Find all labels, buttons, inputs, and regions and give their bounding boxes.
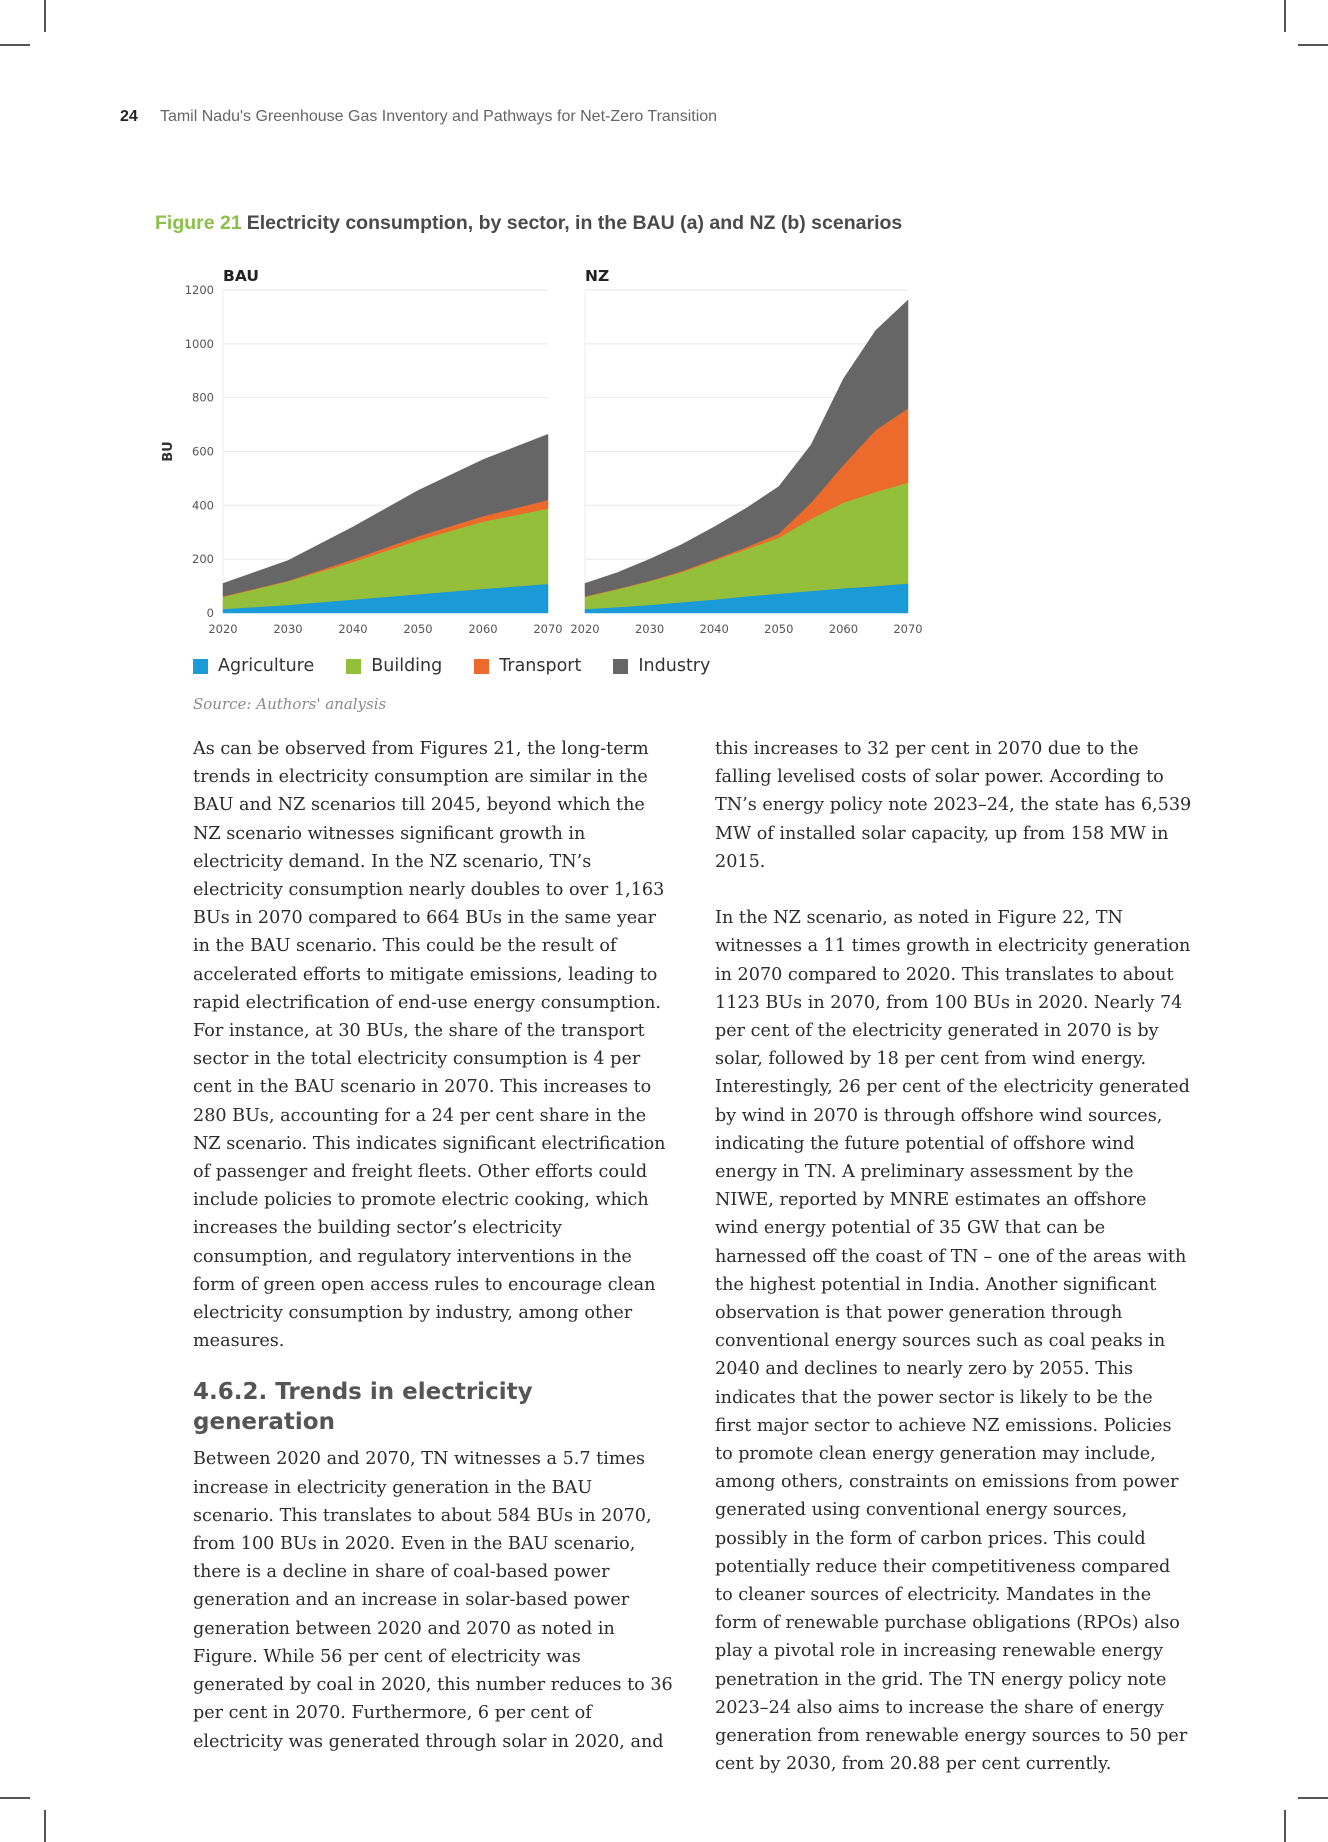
x-tick-label: 2050 — [403, 622, 433, 636]
legend-label: Agriculture — [218, 656, 315, 676]
x-tick-label: 2070 — [533, 622, 563, 636]
figure-caption: Electricity consumption, by sector, in the BAU (a) and NZ (b) scenarios — [246, 212, 903, 234]
legend-item-agriculture — [193, 656, 314, 676]
legend-item-transport — [474, 656, 581, 676]
legend-swatch-transport — [474, 659, 489, 674]
stacked-area-charts — [0, 0, 1328, 760]
page-number: 24 — [120, 108, 138, 125]
crop-mark — [44, 1810, 46, 1842]
panel-title: BAU — [223, 267, 259, 285]
body-column-right — [715, 735, 1193, 1779]
body-column-left — [193, 735, 673, 1756]
y-tick-label: 400 — [192, 498, 214, 513]
legend-item-building — [346, 656, 442, 676]
y-tick-label: 1000 — [184, 336, 214, 351]
paragraph: this increases to 32 per cent in 2070 due to the falling levelised costs of solar power. According to TN’s energy policy note 2023–24, the state has 6,539 MW of installed solar capacity, up from 158 MW in 2015. — [715, 739, 1192, 872]
x-tick-label: 2040 — [699, 622, 729, 636]
paragraph: Between 2020 and 2070, TN witnesses a 5.7 times increase in electricity generation in the BAU scenario. This translates to about 584 BUs in 2070, from 100 BUs in 2020. Even in the BAU scenario, there is a decline in share of coal-based power generation and an increase in solar-based power generation between 2020 and 2070 as noted in Figure. While 56 per cent of electricity was generated by coal in 2020, this number reduces to 36 per cent in 2070. Furthermore, 6 per cent of electricity was generated through solar in 2020, and — [193, 1449, 673, 1752]
legend-label: Industry — [638, 656, 711, 676]
crop-mark — [0, 1797, 30, 1799]
y-axis-label: BU — [161, 441, 176, 462]
panel-title: NZ — [585, 267, 610, 285]
legend-label: Transport — [499, 656, 582, 676]
y-tick-label: 200 — [192, 552, 214, 567]
legend-swatch-building — [346, 659, 361, 674]
x-tick-label: 2030 — [634, 622, 665, 636]
x-tick-label: 2020 — [208, 622, 238, 636]
x-tick-label: 2040 — [338, 622, 368, 636]
legend-swatch-agriculture — [193, 659, 208, 674]
paragraph: In the NZ scenario, as noted in Figure 22, TN witnesses a 11 times growth in electricity generation in 2070 compared to 2020. This translates to about 1123 BUs in 2070, from 100 BUs in 2020. Nearly 74 per cent of the electricity generated in 2070 is by solar, followed by 18 per cent from wind energy. Interestingly, 26 per cent of the electricity generated by wind in 2070 is through offshore wind sources, indicating the future potential of offshore wind energy in TN. A preliminary assessment by the NIWE, reported by MNRE estimates an offshore wind energy potential of 35 GW that can be harnessed off the coast of TN – one of the areas with the highest potential in India. Another significant observation is that power generation through conventional energy sources such as coal peaks in 2040 and declines to nearly zero by 2055. This indicates that the power sector is likely to be the first major sector to achieve NZ emissions. Policies to promote clean energy generation may include, among others, constraints on emissions from power generated using conventional energy sources, possibly in the form of carbon prices. This could potentially reduce their competitiveness compared to cleaner sources of electricity. Mandates in the form of renewable purchase obligations (RPOs) also play a pivotal role in increasing renewable energy penetration in the grid. The TN energy policy note 2023–24 also aims to increase the share of energy generation from renewable energy sources to 50 per cent by 2030, from 20.88 per cent currently. — [715, 908, 1191, 1775]
y-tick-label: 1200 — [184, 283, 214, 297]
legend-label: Building — [371, 656, 443, 676]
chart-legend — [193, 656, 742, 676]
y-tick-label: 0 — [206, 606, 214, 620]
y-tick-label: 800 — [192, 390, 214, 405]
x-tick-label: 2020 — [570, 622, 600, 636]
crop-mark — [1284, 1810, 1286, 1842]
crop-mark — [1298, 1797, 1328, 1799]
legend-item-industry — [613, 656, 710, 676]
x-tick-label: 2060 — [468, 622, 498, 636]
x-tick-label: 2030 — [273, 622, 303, 636]
running-title: Tamil Nadu's Greenhouse Gas Inventory and Pathways for Net-Zero Transition — [159, 108, 718, 125]
figure-label: Figure 21 — [155, 212, 242, 234]
x-tick-label: 2070 — [893, 622, 923, 636]
x-tick-label: 2060 — [828, 622, 859, 636]
x-tick-label: 2050 — [764, 622, 794, 636]
figure-source: Source: Authors' analysis — [193, 695, 387, 713]
y-tick-label: 600 — [192, 444, 214, 459]
section-heading: 4.6.2. Trends in electricity generation — [193, 1379, 533, 1436]
legend-swatch-industry — [613, 659, 628, 674]
paragraph: As can be observed from Figures 21, the long-term trends in electricity consumption are similar in the BAU and NZ scenarios till 2045, beyond which the NZ scenario witnesses significant growth in electricity demand. In the NZ scenario, TN’s electricity consumption nearly doubles to over 1,163 BUs in 2070 compared to 664 BUs in the same year in the BAU scenario. This could be the result of accelerated efforts to mitigate emissions, leading to rapid electrification of end-use energy consumption. For instance, at 30 BUs, the share of the transport sector in the total electricity consumption is 4 per cent in the BAU scenario in 2070. This increases to 280 BUs, accounting for a 24 per cent share in the NZ scenario. This indicates significant electrification of passenger and freight fleets. Other efforts could include policies to promote electric cooking, which increases the building sector’s electricity consumption, and regulatory interventions in the form of green open access rules to encourage clean electricity consumption by industry, among other measures. — [193, 739, 666, 1352]
